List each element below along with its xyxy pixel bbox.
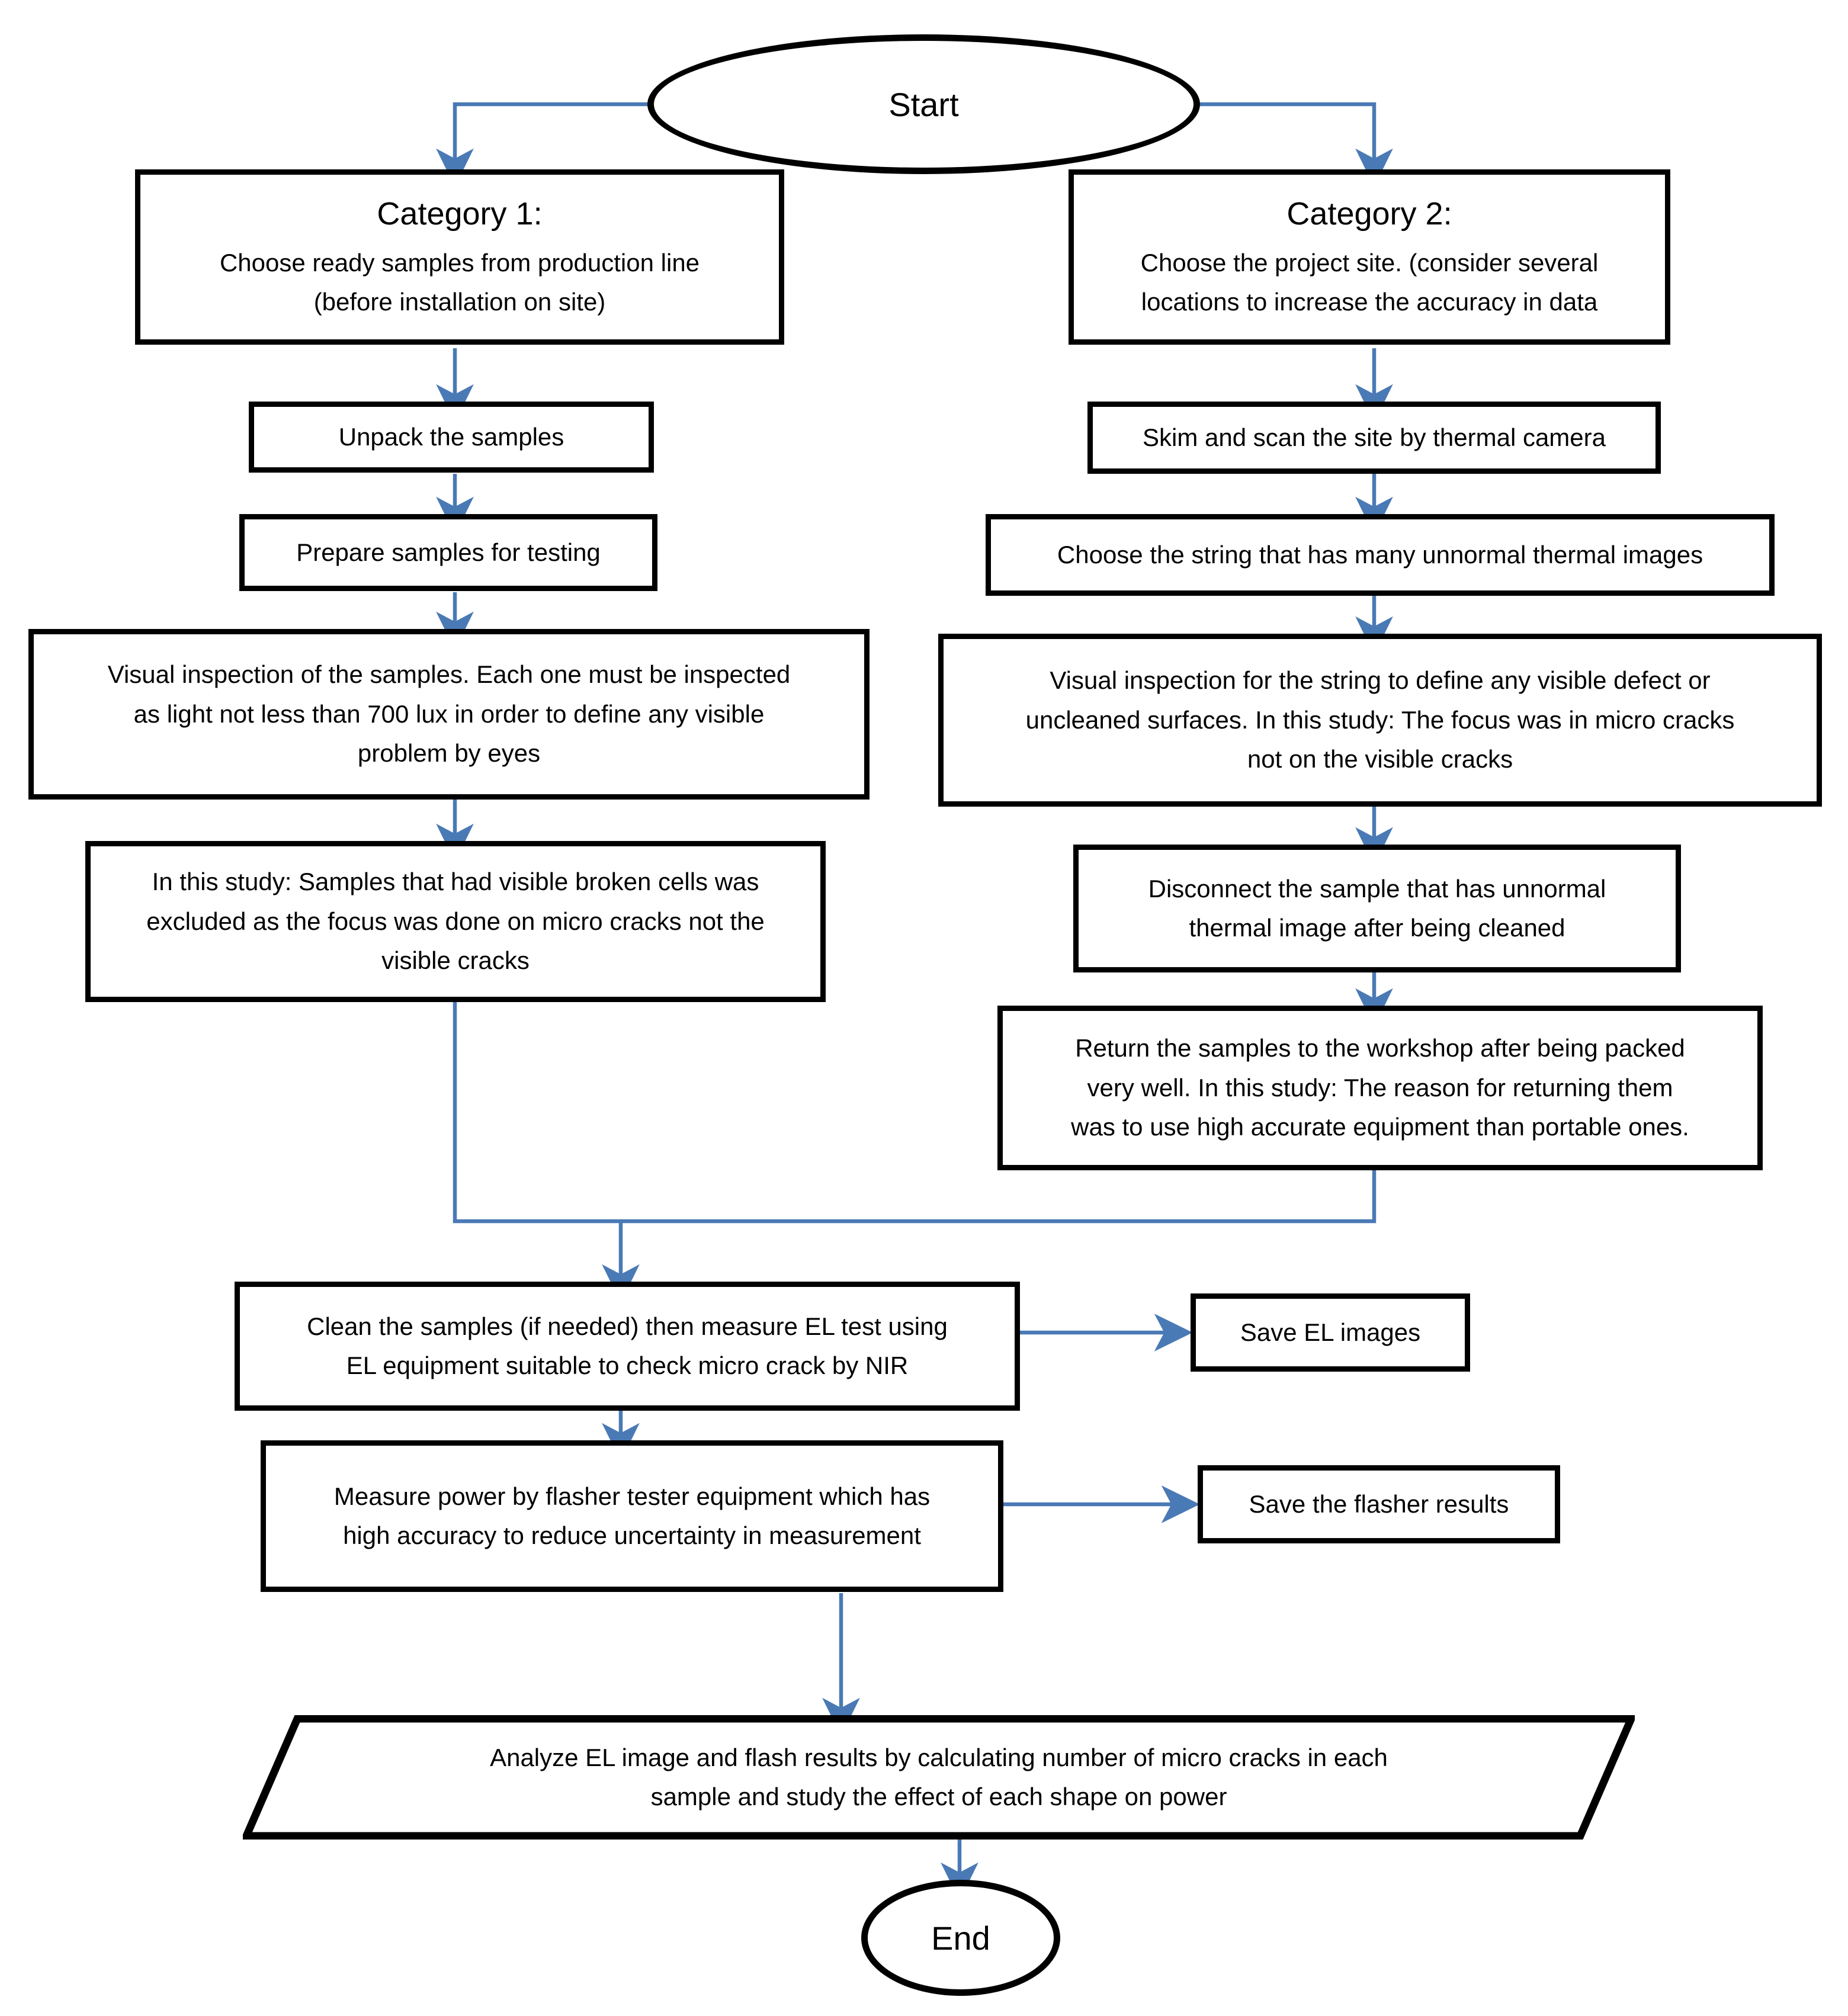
node-visual-left-line2: as light not less than 700 lux in order to define any visible [133, 699, 765, 728]
node-disconnect-line1: Disconnect the sample that has unnormal [1148, 874, 1606, 903]
node-study-left-line1: In this study: Samples that had visible broken cells was [152, 868, 759, 896]
node-study-left-line3: visible cracks [381, 946, 530, 975]
node-return-samples-line3: was to use high accurate equipment than portable ones. [1071, 1113, 1689, 1141]
node-visual-right-line2: uncleaned surfaces. In this study: The focus was in micro cracks [1025, 705, 1735, 734]
node-category1-title: Category 1: [377, 196, 543, 232]
node-analyze-line1: Analyze EL image and flash results by calculating number of micro cracks in each [490, 1743, 1388, 1771]
node-visual-left-line1: Visual inspection of the samples. Each one must be inspected [107, 660, 791, 689]
node-unpack[interactable] [249, 402, 654, 473]
node-clean-measure[interactable] [235, 1282, 1020, 1411]
edge-return-samples-merge [621, 1170, 1374, 1221]
node-end[interactable] [861, 1880, 1060, 1996]
node-category1-line2: (before installation on site) [313, 288, 606, 316]
node-return-samples-line2: very well. In this study: The reason for returning them [1087, 1073, 1673, 1102]
node-choose-string-line1: Choose the string that has many unnormal thermal images [1057, 540, 1703, 569]
node-start[interactable] [647, 34, 1200, 174]
node-category2[interactable] [1069, 169, 1670, 345]
node-save-flasher[interactable] [1198, 1465, 1560, 1543]
node-measure-power[interactable] [261, 1440, 1003, 1592]
node-study-left[interactable] [85, 841, 826, 1002]
node-category2-line1: Choose the project site. (consider several [1140, 248, 1599, 277]
node-category1-line1: Choose ready samples from production line [219, 248, 700, 277]
node-category1[interactable] [135, 169, 784, 345]
node-choose-string[interactable] [986, 514, 1775, 596]
node-category2-line2: locations to increase the accuracy in data [1141, 288, 1598, 316]
edge-start-category2 [1200, 104, 1374, 165]
node-save-flasher-line1: Save the flasher results [1249, 1489, 1509, 1518]
node-disconnect-line2: thermal image after being cleaned [1189, 914, 1565, 942]
node-visual-left[interactable] [28, 629, 870, 800]
edge-study-left-clean [455, 1002, 621, 1280]
node-analyze-line2: sample and study the effect of each shape on power [650, 1783, 1227, 1810]
node-save-el-line1: Save EL images [1240, 1318, 1421, 1346]
node-skim[interactable] [1087, 402, 1661, 474]
node-visual-right-line3: not on the visible cracks [1247, 745, 1513, 773]
node-measure-power-line2: high accuracy to reduce uncertainty in measurement [343, 1521, 921, 1549]
node-disconnect[interactable] [1073, 845, 1681, 972]
node-measure-power-line1: Measure power by flasher tester equipment which has [333, 1482, 931, 1510]
node-start-label: Start [888, 85, 959, 123]
node-study-left-line2: excluded as the focus was done on micro cracks not the [146, 907, 765, 935]
node-return-samples[interactable] [997, 1006, 1763, 1170]
node-unpack-line1: Unpack the samples [338, 422, 564, 451]
edge-start-category1 [455, 104, 647, 165]
node-clean-measure-line2: EL equipment suitable to check micro crack by NIR [346, 1352, 909, 1379]
node-return-samples-line1: Return the samples to the workshop after being packed [1075, 1034, 1685, 1062]
node-visual-left-line3: problem by eyes [357, 739, 541, 768]
node-end-label: End [931, 1919, 990, 1957]
node-category2-title: Category 2: [1286, 196, 1452, 232]
node-visual-right[interactable] [938, 634, 1822, 807]
node-skim-line1: Skim and scan the site by thermal camera [1142, 423, 1606, 451]
node-clean-measure-line1: Clean the samples (if needed) then measure EL test using [307, 1312, 948, 1340]
node-prepare-line1: Prepare samples for testing [296, 538, 601, 566]
node-save-el[interactable] [1191, 1293, 1470, 1372]
node-analyze[interactable] [243, 1715, 1635, 1840]
node-prepare[interactable] [239, 514, 657, 591]
node-visual-right-line1: Visual inspection for the string to define any visible defect or [1050, 666, 1711, 695]
